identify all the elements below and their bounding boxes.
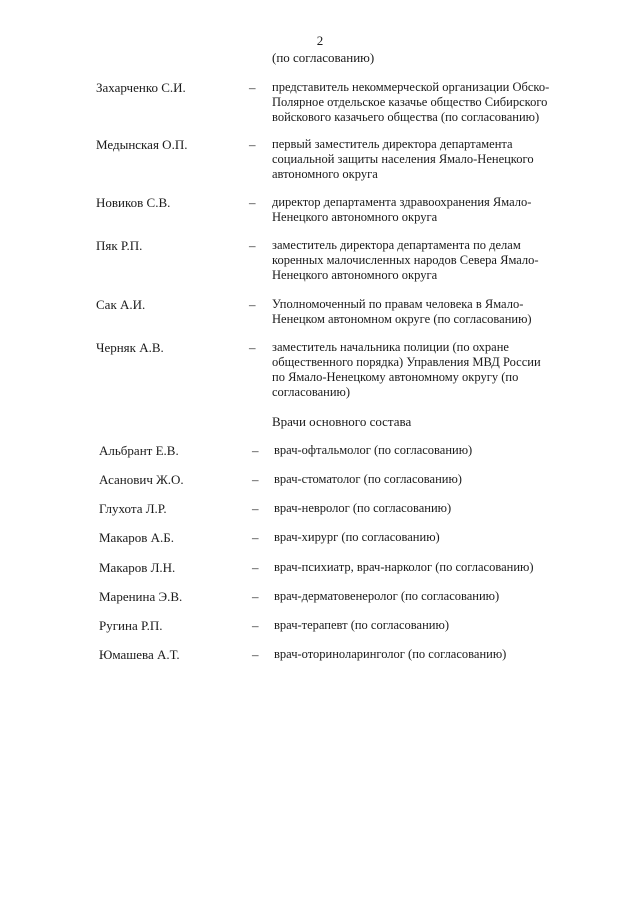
dash-separator: – [249,297,256,312]
dash-separator: – [252,530,259,545]
page-number: 2 [316,33,324,48]
doctor-row [0,589,640,607]
doctor-name: Маренина Э.В. [99,589,183,604]
dash-separator: – [252,560,259,575]
description-line: Полярное отдельское казачье общество Сибирского [272,95,548,109]
dash-separator: – [252,618,259,633]
member-name: Новиков С.В. [96,195,171,210]
description-line: заместитель директора департамента по делам [272,238,521,252]
doctor-row [0,530,640,548]
description-line: по Ямало-Ненецкому автономному округу (по [272,370,519,384]
dash-separator: – [252,501,259,516]
dash-separator: – [249,80,256,95]
doctor-role: врач-терапевт (по согласованию) [274,618,449,632]
doctor-role: врач-невролог (по согласованию) [274,501,452,515]
description-line: представитель некоммерческой организации Обско- [272,80,550,94]
dash-separator: – [249,137,256,152]
description-line: Ненецкого автономного округа [272,268,438,282]
member-description [272,137,602,182]
description-line: согласованию) [272,385,351,399]
doctor-row [0,560,640,578]
doctor-role: врач-стоматолог (по согласованию) [274,472,462,486]
doctor-role: врач-оториноларинголог (по согласованию) [274,647,507,661]
description-line: автономного округа [272,167,378,181]
dash-separator: – [249,238,256,253]
member-description [272,80,602,125]
dash-separator: – [252,443,259,458]
member-description [272,297,602,327]
doctor-name: Ругина Р.П. [99,618,163,633]
doctor-role: врач-психиатр, врач-нарколог (по согласованию) [274,560,534,574]
member-name: Захарченко С.И. [96,80,186,95]
member-description [272,238,602,283]
doctor-row [0,501,640,519]
doctor-name: Асанович Ж.О. [99,472,184,487]
description-line: Ненецкого автономного округа [272,210,438,224]
description-line: Уполномоченный по правам человека в Ямало- [272,297,524,311]
member-description [272,340,602,400]
description-line: первый заместитель директора департамента [272,137,513,151]
description-line: Ненецком автономном округе (по согласованию) [272,312,532,326]
doctor-row [0,443,640,461]
doctor-role: врач-дерматовенеролог (по согласованию) [274,589,500,603]
dash-separator: – [249,195,256,210]
dash-separator: – [252,647,259,662]
description-line: заместитель начальника полиции (по охране [272,340,509,354]
doctor-name: Макаров А.Б. [99,530,174,545]
doctor-name: Юмашева А.Т. [99,647,180,662]
member-description [272,195,602,225]
member-name: Медынская О.П. [96,137,188,152]
description-line: директор департамента здравоохранения Ямало- [272,195,532,209]
doctor-row [0,647,640,665]
member-name: Пяк Р.П. [96,238,143,253]
dash-separator: – [249,340,256,355]
doctor-role: врач-хирург (по согласованию) [274,530,440,544]
description-line: общественного порядка) Управления МВД России [272,355,541,369]
continuation-text: (по согласованию) [272,50,375,65]
member-name: Черняк А.В. [96,340,164,355]
dash-separator: – [252,472,259,487]
description-line: коренных малочисленных народов Севера Ямало- [272,253,539,267]
doctor-name: Макаров Л.Н. [99,560,176,575]
dash-separator: – [252,589,259,604]
member-name: Сак А.И. [96,297,146,312]
doctor-row [0,472,640,490]
description-line: войскового казачьего общества (по согласованию) [272,110,540,124]
doctor-role: врач-офтальмолог (по согласованию) [274,443,473,457]
doctor-row [0,618,640,636]
doctor-name: Глухота Л.Р. [99,501,167,516]
description-line: социальной защиты населения Ямало-Ненецкого [272,152,534,166]
doctor-name: Альбрант Е.В. [99,443,179,458]
section-heading: Врачи основного состава [272,414,412,429]
